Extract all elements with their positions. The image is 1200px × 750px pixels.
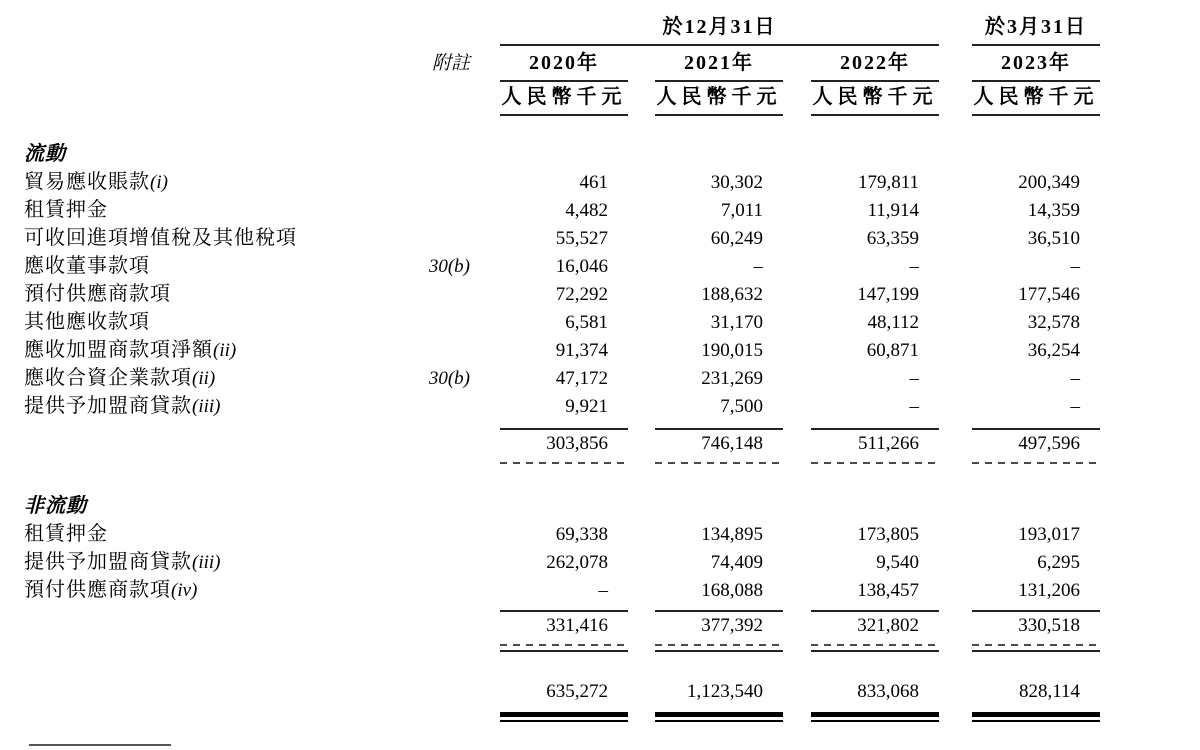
value-2020: 69,338	[555, 524, 608, 545]
row-label	[24, 364, 420, 393]
spacer	[24, 652, 1200, 678]
row-label-text: 可收回進項增值稅及其他稅項	[24, 227, 297, 249]
value-2021: 231,269	[701, 368, 763, 389]
subtotal-noncurrent-row	[24, 612, 1100, 640]
section-title-current-row	[24, 140, 1100, 168]
value-2021: 168,088	[701, 580, 763, 601]
value-2023: 36,510	[1027, 228, 1080, 249]
thick-rule-line	[811, 712, 939, 717]
value-2023: 6,295	[1037, 552, 1080, 573]
note-marker: (iii)	[192, 552, 221, 573]
table-row	[24, 168, 1100, 196]
header-group-mar31: 於3月31日	[985, 16, 1087, 38]
dashed-rule-line	[811, 644, 939, 646]
unit-label: 人民幣千元	[501, 86, 627, 108]
row-label-text: 貿易應收賬款	[24, 171, 150, 193]
value-2021: 7,011	[720, 200, 763, 221]
table-row	[24, 252, 1100, 280]
value-2022: –	[909, 396, 919, 417]
value-2020: 262,078	[546, 552, 608, 573]
row-label-text: 租賃押金	[24, 199, 108, 221]
spacer	[24, 116, 1200, 140]
subtotal-2023: 330,518	[1018, 615, 1080, 636]
rule-line	[655, 114, 783, 116]
value-2022: 173,805	[857, 524, 919, 545]
section-title-noncurrent: 非流動	[24, 495, 87, 517]
row-label	[24, 392, 420, 421]
subtotal-2023: 497,596	[1018, 433, 1080, 454]
table-row	[24, 576, 1100, 604]
rule-line	[972, 114, 1100, 116]
value-2020: 91,374	[555, 340, 608, 361]
table-row	[24, 392, 1100, 420]
value-2022: –	[909, 256, 919, 277]
dashed-rule-line	[500, 644, 628, 646]
rule-line	[500, 80, 628, 82]
value-2023: –	[1070, 396, 1080, 417]
value-2020: 47,172	[555, 368, 608, 389]
subtotal-2020: 331,416	[546, 615, 608, 636]
value-2020: 4,482	[565, 200, 608, 221]
section-title-current: 流動	[24, 143, 66, 165]
value-2021: 134,895	[701, 524, 763, 545]
value-2021: 7,500	[720, 396, 763, 417]
subtotal-2021: 377,392	[701, 615, 763, 636]
value-2023: 193,017	[1018, 524, 1080, 545]
row-label	[24, 168, 420, 197]
header-year-rule-row	[24, 80, 1100, 82]
row-note: 30(b)	[428, 256, 470, 277]
thick-rule-line	[972, 712, 1100, 717]
subtotal-2022: 321,802	[857, 615, 919, 636]
rule-line	[500, 44, 939, 46]
rule-line	[972, 44, 1100, 46]
value-2021: –	[753, 256, 763, 277]
value-2023: 32,578	[1027, 312, 1080, 333]
dashed-rule-line	[811, 462, 939, 464]
rule-line	[811, 80, 939, 82]
row-label-text: 租賃押金	[24, 523, 108, 545]
subtotal-2021: 746,148	[701, 433, 763, 454]
row-label	[24, 308, 420, 337]
row-label	[24, 224, 420, 253]
subtotal-2020: 303,856	[546, 433, 608, 454]
value-2023: 131,206	[1018, 580, 1080, 601]
dashed-rule-line	[972, 462, 1100, 464]
spacer	[24, 464, 1200, 492]
row-label-text: 提供予加盟商貸款	[24, 395, 192, 417]
value-2023: 177,546	[1018, 284, 1080, 305]
note-marker: (ii)	[213, 340, 237, 361]
header-group-dec31: 於12月31日	[662, 16, 777, 38]
value-2020: 55,527	[555, 228, 608, 249]
row-label-text: 應收合資企業款項	[24, 367, 192, 389]
row-label-text: 應收加盟商款項淨額	[24, 339, 213, 361]
value-2020: 72,292	[555, 284, 608, 305]
row-label	[24, 576, 420, 605]
thin-rule-line	[811, 720, 939, 722]
thin-rule-line	[972, 720, 1100, 722]
dashed-rule-line	[972, 644, 1100, 646]
value-2021: 30,302	[710, 172, 763, 193]
rule-line	[655, 650, 783, 652]
row-label-text: 其他應收款項	[24, 311, 150, 333]
total-thick-rule-row	[24, 712, 1100, 717]
value-2023: 14,359	[1027, 200, 1080, 221]
note-marker: (iv)	[171, 580, 198, 601]
year-header-2021: 2021年	[684, 52, 754, 74]
value-2022: –	[909, 368, 919, 389]
row-label	[24, 548, 420, 577]
subtotal-dashed-rule-row	[24, 644, 1100, 646]
unit-label: 人民幣千元	[973, 86, 1099, 108]
subtotal-2022: 511,266	[857, 433, 919, 454]
total-2021: 1,123,540	[687, 681, 763, 702]
subtotal-current-row	[24, 430, 1100, 458]
value-2020: 9,921	[565, 396, 608, 417]
dashed-rule-line	[500, 462, 628, 464]
rule-line	[500, 114, 628, 116]
value-2022: 138,457	[857, 580, 919, 601]
value-2023: 36,254	[1027, 340, 1080, 361]
value-2022: 63,359	[866, 228, 919, 249]
total-thin-rule-row	[24, 720, 1100, 722]
value-2021: 190,015	[701, 340, 763, 361]
thin-rule-line	[500, 720, 628, 722]
value-2020: –	[598, 580, 608, 601]
note-marker: (iii)	[192, 396, 221, 417]
thick-rule-line	[500, 712, 628, 717]
section-title-noncurrent-row	[24, 492, 1100, 520]
value-2022: 147,199	[857, 284, 919, 305]
row-label-text: 預付供應商款項	[24, 283, 171, 305]
row-label	[24, 336, 420, 365]
year-header-2020: 2020年	[529, 52, 599, 74]
table-row	[24, 364, 1100, 392]
value-2021: 188,632	[701, 284, 763, 305]
rule-line	[972, 650, 1100, 652]
value-2022: 9,540	[876, 552, 919, 573]
note-marker: (ii)	[192, 368, 216, 389]
footnote-divider-line	[29, 744, 171, 746]
total-2020: 635,272	[546, 681, 608, 702]
thin-rule-line	[655, 720, 783, 722]
value-2023: –	[1070, 256, 1080, 277]
note-marker: (i)	[150, 172, 168, 193]
value-2022: 60,871	[866, 340, 919, 361]
rule-line	[811, 650, 939, 652]
header-year-row	[24, 50, 1100, 76]
row-label-text: 應收董事款項	[24, 255, 150, 277]
value-2020: 6,581	[565, 312, 608, 333]
dashed-rule-line	[655, 644, 783, 646]
value-2022: 11,914	[867, 200, 919, 221]
total-2023: 828,114	[1018, 681, 1080, 702]
value-2023: 200,349	[1018, 172, 1080, 193]
total-2022: 833,068	[857, 681, 919, 702]
value-2021: 60,249	[710, 228, 763, 249]
header-unit-row	[24, 84, 1100, 110]
row-note: 30(b)	[428, 368, 470, 389]
note-column-header: 附註	[431, 53, 470, 74]
row-label-text: 預付供應商款項	[24, 579, 171, 601]
value-2021: 74,409	[710, 552, 763, 573]
table-row	[24, 520, 1100, 548]
value-2022: 48,112	[867, 312, 919, 333]
row-label	[24, 520, 420, 549]
value-2021: 31,170	[710, 312, 763, 333]
thick-rule-line	[655, 712, 783, 717]
rule-line	[500, 650, 628, 652]
grand-total-row	[24, 678, 1100, 706]
year-header-2023: 2023年	[1001, 52, 1071, 74]
header-group-rule-row	[24, 44, 1100, 46]
rule-line	[972, 80, 1100, 82]
value-2023: –	[1070, 368, 1080, 389]
table-row	[24, 336, 1100, 364]
value-2020: 16,046	[555, 256, 608, 277]
rule-line	[811, 114, 939, 116]
row-label	[24, 252, 420, 281]
table-row	[24, 308, 1100, 336]
unit-label: 人民幣千元	[812, 86, 938, 108]
table-row	[24, 548, 1100, 576]
value-2020: 461	[579, 172, 608, 193]
dashed-rule-line	[655, 462, 783, 464]
row-label-text: 提供予加盟商貸款	[24, 551, 192, 573]
unit-label: 人民幣千元	[656, 86, 782, 108]
row-label	[24, 280, 420, 309]
value-2022: 179,811	[857, 172, 919, 193]
header-group-row	[24, 14, 1100, 40]
row-label	[24, 196, 420, 225]
rule-line	[655, 80, 783, 82]
table-row	[24, 224, 1100, 252]
year-header-2022: 2022年	[840, 52, 910, 74]
table-row	[24, 280, 1100, 308]
table-row	[24, 196, 1100, 224]
